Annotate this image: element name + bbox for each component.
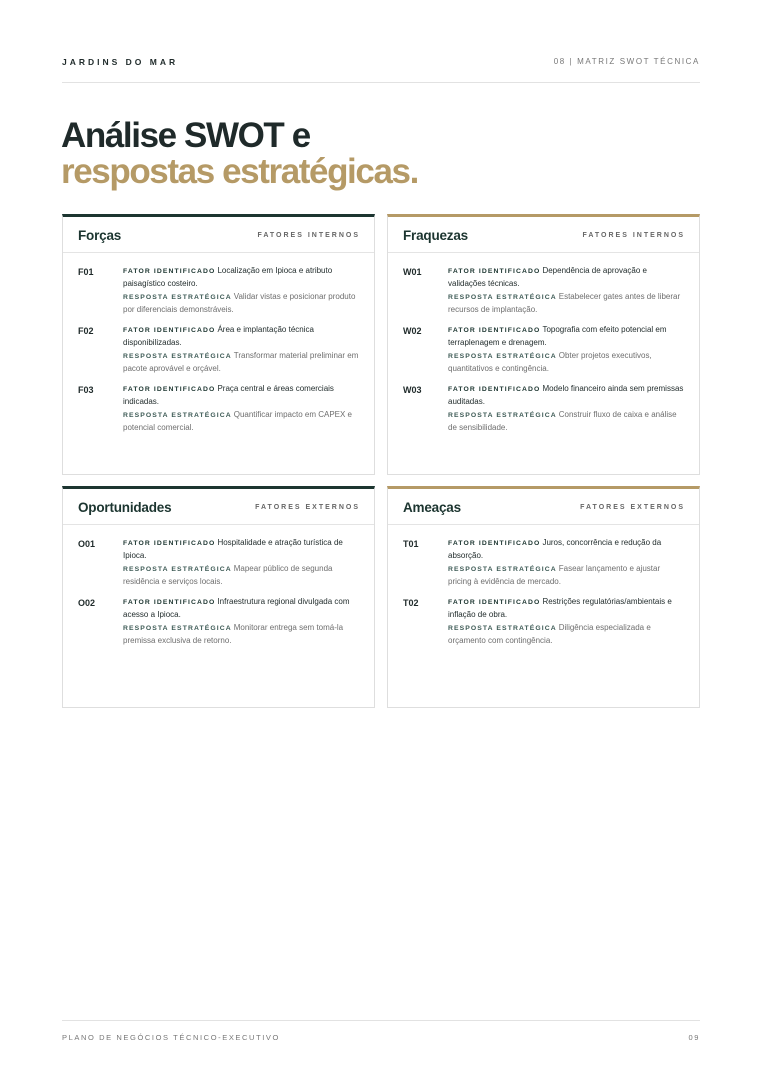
page-number: 09 — [688, 1033, 700, 1042]
swot-item — [78, 324, 359, 374]
response-label: RESPOSTA ESTRATÉGICA — [448, 294, 557, 301]
swot-card-weaknesses — [387, 214, 700, 475]
card-header — [63, 489, 374, 525]
fact-text: Praça central e áreas comerciais indicadas. — [123, 384, 334, 406]
fact-label: FATOR IDENTIFICADO — [448, 540, 541, 547]
item-code: W02 — [403, 326, 422, 336]
title-line-1: Análise SWOT e — [61, 116, 310, 155]
fact-label: FATOR IDENTIFICADO — [448, 268, 541, 275]
item-code: O02 — [78, 598, 96, 608]
swot-card-strengths — [62, 214, 375, 475]
swot-item — [403, 324, 684, 374]
fact-text: Restrições regulatórias/ambientais e inflação de obra. — [448, 597, 672, 619]
item-code: F02 — [78, 326, 94, 336]
response-text: Mapear público de segunda residência e serviços locais. — [123, 564, 333, 586]
card-tag: FATORES EXTERNOS — [255, 504, 360, 511]
fact-label: FATOR IDENTIFICADO — [123, 386, 216, 393]
page-footer — [62, 1020, 700, 1050]
response-label: RESPOSTA ESTRATÉGICA — [123, 353, 232, 360]
fact-label: FATOR IDENTIFICADO — [448, 386, 541, 393]
page-header — [62, 57, 700, 83]
swot-item — [403, 383, 684, 433]
brand-name: JARDINS DO MAR — [62, 57, 179, 67]
card-tag: FATORES EXTERNOS — [580, 504, 685, 511]
item-code: W01 — [403, 267, 422, 277]
fact-text: Área e implantação técnica disponibilizadas. — [123, 325, 314, 347]
response-label: RESPOSTA ESTRATÉGICA — [448, 353, 557, 360]
swot-item — [78, 537, 359, 587]
fact-label: FATOR IDENTIFICADO — [123, 327, 216, 334]
fact-label: FATOR IDENTIFICADO — [123, 268, 216, 275]
response-text: Estabelecer gates antes de liberar recursos de implantação. — [448, 292, 681, 314]
response-label: RESPOSTA ESTRATÉGICA — [448, 625, 557, 632]
title-line-2: respostas estratégicas. — [61, 152, 418, 191]
fact-text: Localização em Ipioca e atributo paisagístico costeiro. — [123, 266, 333, 288]
swot-item — [403, 265, 684, 315]
item-code: W03 — [403, 385, 422, 395]
fact-text: Hospitalidade e atração turística de Ipioca. — [123, 538, 343, 560]
fact-label: FATOR IDENTIFICADO — [123, 540, 216, 547]
item-code: F01 — [78, 267, 94, 277]
item-code: F03 — [78, 385, 94, 395]
response-text: Diligência especializada e orçamento com contingência. — [448, 623, 651, 645]
item-code: O01 — [78, 539, 96, 549]
response-text: Transformar material preliminar em pacote aprovável e orçável. — [123, 351, 359, 373]
response-text: Quantificar impacto em CAPEX e potencial comercial. — [123, 410, 353, 432]
card-header — [63, 217, 374, 253]
item-code: T01 — [403, 539, 419, 549]
swot-item — [403, 537, 684, 587]
card-title: Ameaças — [403, 500, 461, 515]
card-header — [388, 489, 699, 525]
section-label: 08 | MATRIZ SWOT TÉCNICA — [553, 57, 700, 66]
card-tag: FATORES INTERNOS — [257, 232, 360, 239]
response-label: RESPOSTA ESTRATÉGICA — [448, 566, 557, 573]
swot-item — [78, 383, 359, 433]
response-label: RESPOSTA ESTRATÉGICA — [123, 625, 232, 632]
fact-label: FATOR IDENTIFICADO — [448, 599, 541, 606]
response-text: Fasear lançamento e ajustar pricing à evidência de mercado. — [448, 564, 661, 586]
fact-text: Infraestrutura regional divulgada com acesso a Ipioca. — [123, 597, 350, 619]
response-text: Validar vistas e posicionar produto por diferenciais demonstráveis. — [123, 292, 356, 314]
footer-title: PLANO DE NEGÓCIOS TÉCNICO-EXECUTIVO — [62, 1033, 280, 1042]
response-label: RESPOSTA ESTRATÉGICA — [123, 294, 232, 301]
card-tag: FATORES INTERNOS — [582, 232, 685, 239]
card-title: Oportunidades — [78, 500, 172, 515]
fact-text: Modelo financeiro ainda sem premissas auditadas. — [448, 384, 684, 406]
response-text: Construir fluxo de caixa e análise de sensibilidade. — [448, 410, 677, 432]
fact-label: FATOR IDENTIFICADO — [123, 599, 216, 606]
response-text: Obter projetos executivos, quantitativos e contingência. — [448, 351, 652, 373]
swot-item — [403, 596, 684, 646]
card-header — [388, 217, 699, 253]
swot-item — [78, 596, 359, 646]
card-title: Forças — [78, 228, 122, 243]
fact-text: Dependência de aprovação e validações técnicas. — [448, 266, 647, 288]
swot-item — [78, 265, 359, 315]
response-text: Monitorar entrega sem tomá-la premissa exclusiva de retorno. — [123, 623, 344, 645]
response-label: RESPOSTA ESTRATÉGICA — [123, 566, 232, 573]
fact-label: FATOR IDENTIFICADO — [448, 327, 541, 334]
response-label: RESPOSTA ESTRATÉGICA — [123, 412, 232, 419]
card-title: Fraquezas — [403, 228, 468, 243]
fact-text: Juros, concorrência e redução da absorção. — [448, 538, 662, 560]
item-code: T02 — [403, 598, 419, 608]
page-title — [61, 118, 418, 190]
fact-text: Topografia com efeito potencial em terraplenagem e drenagem. — [448, 325, 667, 347]
swot-card-threats — [387, 486, 700, 708]
swot-card-opportunities — [62, 486, 375, 708]
response-label: RESPOSTA ESTRATÉGICA — [448, 412, 557, 419]
